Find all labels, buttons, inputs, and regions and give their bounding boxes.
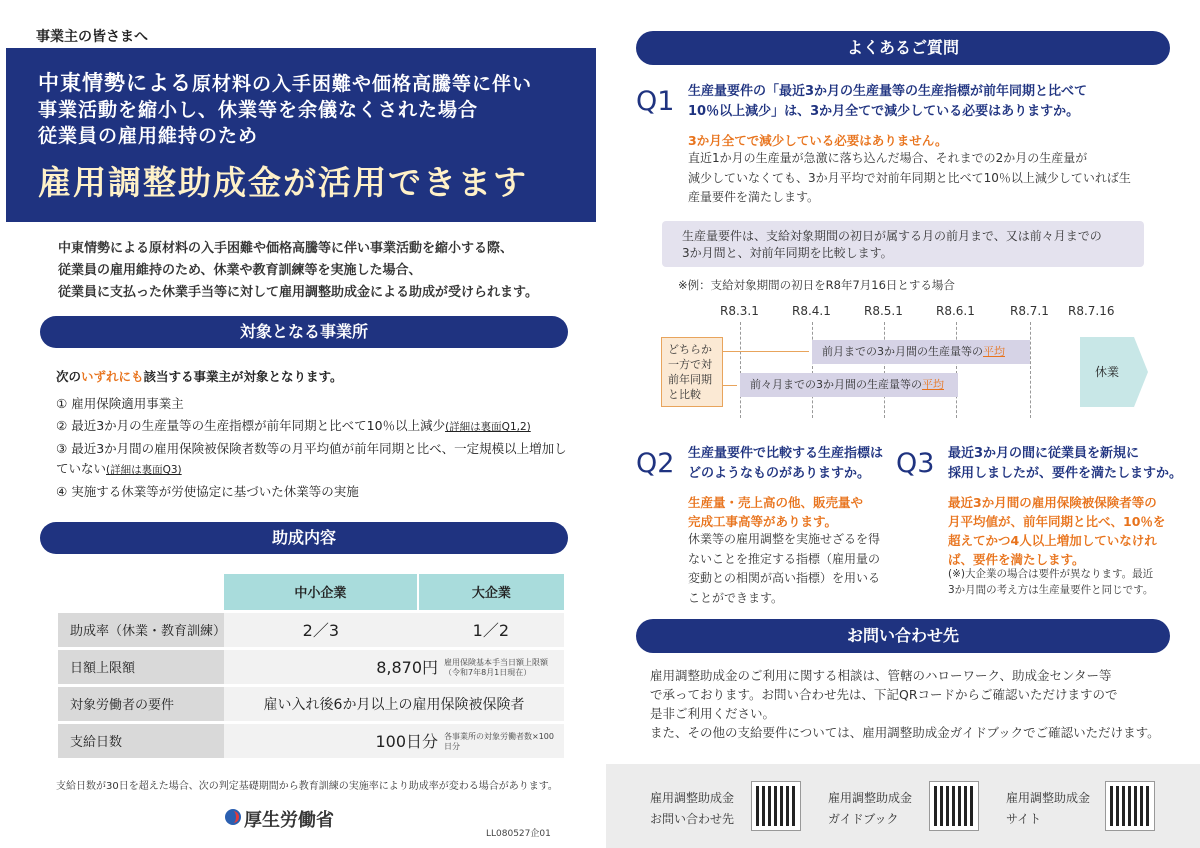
intro-text: 中東情勢による原材料の入手困難や価格高騰等に伴い事業活動を縮小する際、 従業員の雇用維持のため、休業や教育訓練等を実施した場合、 従業員に支払った休業手当等に対して雇用調整助成金による助成が受けられます。 bbox=[58, 241, 538, 300]
eligible-lead: 次のいずれにも該当する事業主が対象となります。 bbox=[56, 369, 343, 384]
audience-label: 事業主の皆さまへ bbox=[36, 29, 148, 45]
hero-line-3: 従業員の雇用維持のため bbox=[38, 125, 259, 147]
qr-label-guidebook: 雇用調整助成金 ガイドブック bbox=[828, 791, 913, 826]
qr-label-site: 雇用調整助成金 サイト bbox=[1006, 791, 1091, 826]
list-item: ④ 実施する休業等が労使協定に基づいた休業等の実施 bbox=[56, 484, 359, 499]
arrow-right-icon bbox=[1134, 337, 1148, 407]
production-requirement-note: 生産量要件は、支給対象期間の初日が属する月の前月まで、又は前々月までの 3か月間と、対前年同期を比較します。 bbox=[662, 221, 1144, 267]
connector-line bbox=[723, 351, 809, 352]
timeline-date: R8.5.1 bbox=[864, 304, 903, 318]
timeline-date: R8.3.1 bbox=[720, 304, 759, 318]
payment-days-note: 各事業所の対象労働者数×100日分 bbox=[444, 732, 554, 752]
connector-line bbox=[723, 385, 737, 386]
eligibility-list bbox=[56, 394, 576, 504]
prev-month-bar: 前月までの3か月間の生産量等の平均 bbox=[812, 340, 1030, 364]
qr-code-site[interactable] bbox=[1106, 782, 1154, 830]
q3-answer-head: 最近3か月間の雇用保険被保険者等の 月平均値が、前年同期と比べ、10％を 超えてかつ4人以上増加していなけれ ば、要件を満たします。 bbox=[948, 495, 1166, 567]
contact-text: 雇用調整助成金のご利用に関する相談は、管轄のハローワーク、助成金センター等 で承っております。お問い合わせ先は、下記QRコードからご確認いただけますので 是非ご利用ください。 また、その他の支給要件については、雇用調整助成金ガイドブックでご確認いただけます。 bbox=[650, 668, 1160, 740]
daily-cap: 8,870円 bbox=[376, 657, 438, 677]
col-large: 大企業 bbox=[418, 574, 564, 611]
q3-label: Q3 bbox=[896, 448, 935, 479]
timeline-divider bbox=[884, 322, 885, 418]
footnote: 支給日数が30日を超えた場合、次の判定基礎期間から教育訓練の実施率により助成率が変わる場合があります。 bbox=[56, 781, 558, 792]
ministry-logo-icon bbox=[224, 808, 242, 826]
subsidy-table bbox=[58, 574, 564, 761]
qr-label-contact: 雇用調整助成金 お問い合わせ先 bbox=[650, 791, 735, 826]
hero-line-1: 中東情勢による原材料の入手困難や価格高騰等に伴い bbox=[38, 71, 533, 95]
q2-answer-head: 生産量・売上高の他、販売量や 完成工事高等があります。 bbox=[688, 495, 864, 529]
col-sme: 中小企業 bbox=[224, 574, 418, 611]
row-label: 助成率（休業・教育訓練） bbox=[58, 611, 224, 648]
qr-code-guidebook[interactable] bbox=[930, 782, 978, 830]
faq-section-title: よくあるご質問 bbox=[636, 31, 1170, 65]
hero-banner bbox=[6, 48, 596, 222]
qr-code-contact[interactable] bbox=[752, 782, 800, 830]
q2-question: 生産量要件で比較する生産指標は どのようなものがありますか。 bbox=[688, 446, 884, 481]
table-row bbox=[58, 722, 564, 759]
table-row bbox=[58, 648, 564, 685]
list-item: ③ 最近3か月間の雇用保険被保険者数等の月平均値が前年同期と比べ、一定規模以上増加していない(詳細は裏面Q3) bbox=[56, 441, 567, 476]
row-label: 対象労働者の要件 bbox=[58, 685, 224, 722]
q2-label: Q2 bbox=[636, 448, 675, 479]
detail-link[interactable]: (詳細は裏面Q1,2) bbox=[445, 421, 531, 433]
row-label: 日額上限額 bbox=[58, 648, 224, 685]
eligible-section-title: 対象となる事業所 bbox=[40, 316, 568, 348]
q1-question: 生産量要件の「最近3か月の生産量等の生産指標が前年同期と比べて 10％以上減少」は、3か月全てで減少している必要はありますか。 bbox=[688, 84, 1088, 119]
table-row bbox=[58, 611, 564, 648]
rate-large: 1／2 bbox=[418, 611, 564, 648]
q2-answer: 休業等の雇用調整を実施せざるを得 ないことを推定する指標（雇用量の 変動との相関が高い指標）を用いる ことができます。 bbox=[688, 532, 881, 605]
example-note: ※例：支給対象期間の初日をR8年7月16日とする場合 bbox=[678, 278, 955, 292]
ministry-name: 厚生労働省 bbox=[244, 810, 334, 831]
row-label: 支給日数 bbox=[58, 722, 224, 759]
list-item: ② 最近3か月の生産量等の生産指標が前年同期と比べて10％以上減少(詳細は裏面Q1,2) bbox=[56, 418, 531, 433]
q1-answer: 直近1か月の生産量が急激に落ち込んだ場合、それまでの2か月の生産量が 減少していなくても、3か月平均で対前年同期と比べて10％以上減少していれば生 産量要件を満たします。 bbox=[688, 151, 1131, 204]
timeline-date: R8.6.1 bbox=[936, 304, 975, 318]
subsidy-section-title: 助成内容 bbox=[40, 522, 568, 554]
timeline-date: R8.7.16 bbox=[1068, 304, 1115, 318]
leave-period: 休業 bbox=[1080, 337, 1134, 407]
hero-line-2: 事業活動を縮小し、休業等を余儀なくされた場合 bbox=[38, 99, 479, 121]
timeline-divider bbox=[740, 322, 741, 418]
q1-label: Q1 bbox=[636, 86, 675, 117]
daily-cap-note: 雇用保険基本手当日額上限額（令和7年8月1日現在） bbox=[444, 658, 548, 678]
prev-prev-month-bar: 前々月までの3か月間の生産量等の平均 bbox=[740, 373, 958, 397]
timeline-divider bbox=[812, 322, 813, 418]
contact-section-title: お問い合わせ先 bbox=[636, 619, 1170, 653]
timeline-divider bbox=[1030, 322, 1031, 418]
worker-requirement: 雇い入れ後6か月以上の雇用保険被保険者 bbox=[224, 685, 564, 722]
timeline-date: R8.4.1 bbox=[792, 304, 831, 318]
comparison-note-box: どちらか 一方で対 前年同期 と比較 bbox=[661, 337, 723, 407]
timeline-divider bbox=[956, 322, 957, 418]
document-code: LL080527企01 bbox=[486, 829, 551, 839]
q1-answer-head: 3か月全てで減少している必要はありません。 bbox=[688, 133, 948, 148]
q3-answer: (※)大企業の場合は要件が異なります。最近 3か月間の考え方は生産量要件と同じです。 bbox=[948, 568, 1154, 596]
table-header-row bbox=[58, 574, 564, 611]
payment-days: 100日分 bbox=[375, 731, 438, 751]
hero-title: 雇用調整助成金が活用できます bbox=[38, 163, 528, 202]
detail-link[interactable]: (詳細は裏面Q3) bbox=[106, 464, 182, 476]
list-item: ① 雇用保険適用事業主 bbox=[56, 396, 184, 411]
timeline-date: R8.7.1 bbox=[1010, 304, 1049, 318]
rate-sme: 2／3 bbox=[224, 611, 418, 648]
table-row bbox=[58, 685, 564, 722]
q3-question: 最近3か月の間に従業員を新規に 採用しましたが、要件を満たしますか。 bbox=[948, 446, 1183, 481]
